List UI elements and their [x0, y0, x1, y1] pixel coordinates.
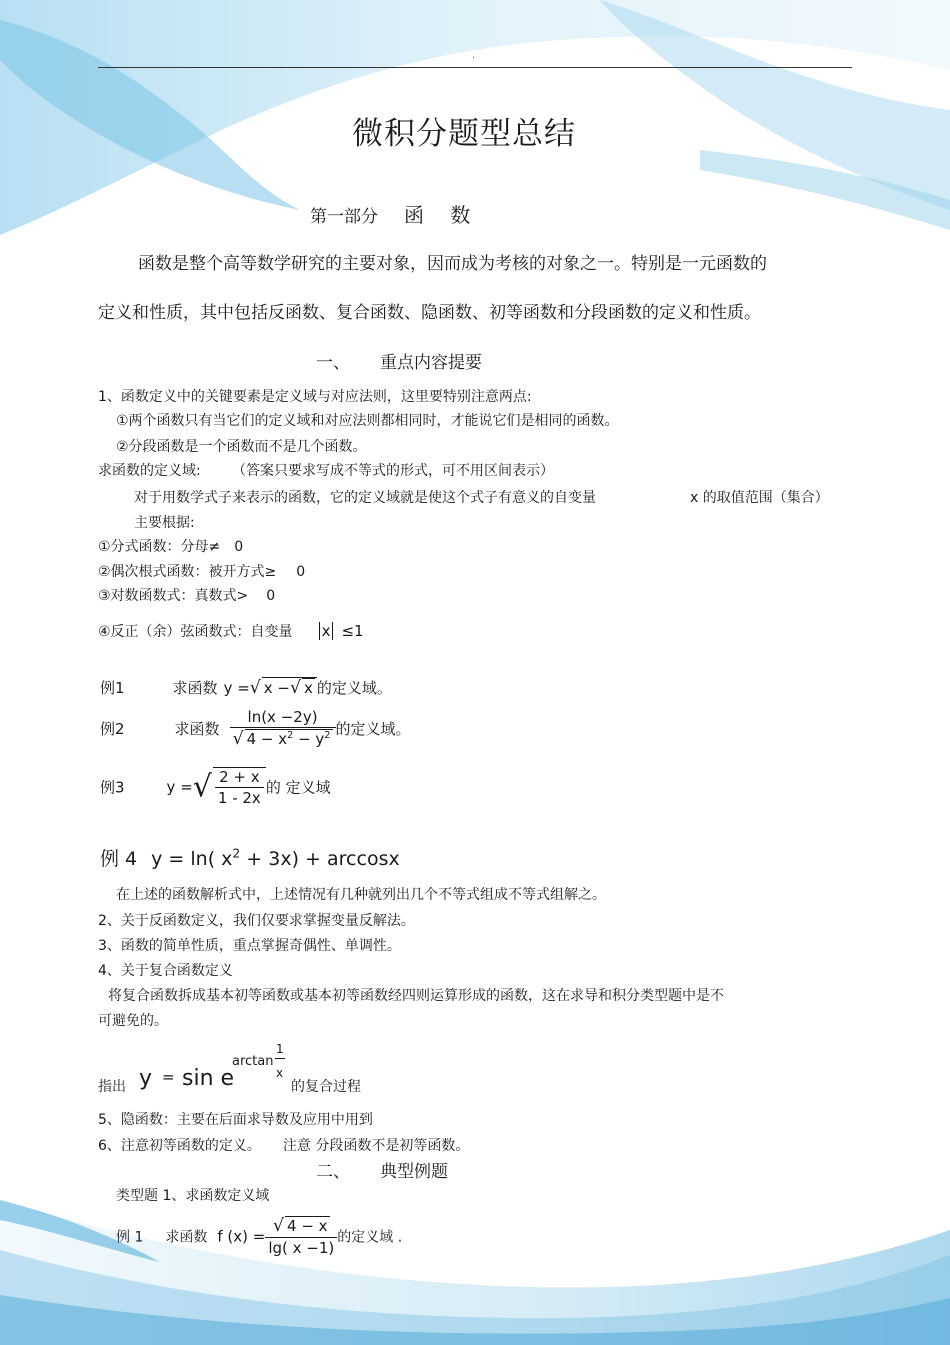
header-dot: .	[472, 50, 476, 61]
domain-note: （答案只要求写成不等式的形式，可不用区间表示）	[232, 463, 554, 479]
composite-arctan: arctan	[232, 1054, 274, 1069]
section-number: 二、	[316, 1162, 350, 1182]
condition-arcsin: ④反正（余）弦函数式：自变量 x ≤1	[98, 622, 364, 640]
section-number: 一、	[316, 353, 350, 373]
example-4-label: 例 4	[100, 848, 138, 870]
intro-line-1: 函数是整个高等数学研究的主要对象，因而成为考核的对象之一。特别是一元函数的	[138, 254, 767, 274]
point-1: 1、函数定义中的关键要素是定义域与对应法则，这里要特别注意两点:	[98, 389, 532, 405]
document-title: 微积分题型总结	[352, 116, 576, 152]
point-1a: ①两个函数只有当它们的定义域和对应法则都相同时，才能说它们是相同的函数。	[116, 413, 619, 429]
domain-label: 求函数的定义域:	[98, 463, 201, 479]
point-5: 5、隐函数：主要在后面求导数及应用中用到	[98, 1112, 373, 1128]
example-3: 例3 y =√ $\frac{2 + x}{1 - 2x}$ 的 定义域	[100, 768, 331, 807]
basis-label: 主要根据:	[134, 515, 195, 531]
example-4: 例 4 y = ln( $x^2 + 3x) + \arccos x$	[100, 846, 400, 870]
section-title: 重点内容提要	[380, 353, 482, 373]
header-rule	[98, 67, 852, 68]
composite-suffix: 的复合过程	[291, 1079, 361, 1095]
condition-even-root: ②偶次根式函数：被开方式≥ 0	[98, 564, 306, 580]
section-heading-2	[316, 1157, 448, 1182]
part-name: 函 数	[404, 203, 481, 227]
point-4: 4、关于复合函数定义	[98, 963, 233, 979]
composite-one: 1	[276, 1042, 284, 1056]
condition-fraction: ①分式函数：分母≠ 0	[98, 539, 244, 555]
part-heading	[310, 199, 480, 228]
example-3-label: 例3	[100, 778, 125, 797]
part-label: 第一部分	[310, 207, 378, 227]
composite-eq: =	[162, 1068, 175, 1086]
condition-log: ③对数函数式：真数式> 0	[98, 588, 276, 604]
intro-line-2: 定义和性质，其中包括反函数、复合函数、隐函数、初等函数和分段函数的定义和性质。	[98, 303, 761, 323]
example-2-label: 例2	[100, 720, 125, 738]
section-heading-1	[316, 348, 482, 373]
composite-fraction-bar	[275, 1058, 285, 1059]
example-1: 例1 求函数 y =√ x −√ x 的定义域。	[100, 678, 392, 698]
example-1-label: 例1	[100, 679, 125, 697]
expression-description-range: x 的取值范围（集合）	[690, 490, 829, 506]
section-title: 典型例题	[380, 1162, 448, 1182]
example-2: 例2 求函数 $\frac{\ln(x -2y)}{√ 4 - x^2 - y^2}$ 的定义域。	[100, 708, 411, 749]
expression-description: 对于用数学式子来表示的函数，它的定义域就是使这个式子有意义的自变量	[134, 490, 596, 506]
point-4-detail-cont: 可避免的。	[98, 1013, 168, 1029]
composite-prefix: 指出	[98, 1079, 126, 1095]
composite-x: x	[276, 1066, 284, 1080]
point-2: 2、关于反函数定义，我们仅要求掌握变量反解法。	[98, 913, 415, 929]
point-4-detail: 将复合函数拆成基本初等函数或基本初等函数经四则运算形成的函数，这在求导和积分类型题中是不	[108, 988, 724, 1004]
point-3: 3、函数的简单性质，重点掌握奇偶性、单调性。	[98, 938, 401, 954]
composite-sin-e: sin e	[182, 1066, 235, 1091]
composite-y: y	[139, 1066, 153, 1091]
typical-example-1: 例 1 求函数 f (x) = $\frac{√ 4 - x}{\lg( x -1)}$ 的定义域 .	[116, 1216, 403, 1257]
point-1b: ②分段函数是一个函数而不是几个函数。	[116, 439, 367, 455]
example-2-fraction: $\frac{\ln(x -2y)}{√ 4 - x^2 - y^2}$	[230, 708, 336, 749]
type-1-heading: 类型题 1、求函数定义域	[116, 1188, 270, 1204]
point-6: 6、注意初等函数的定义。 注意 分段函数不是初等函数。	[98, 1138, 470, 1154]
note-inequalities: 在上述的函数解析式中，上述情况有几种就列出几个不等式组成不等式组解之。	[116, 887, 606, 903]
